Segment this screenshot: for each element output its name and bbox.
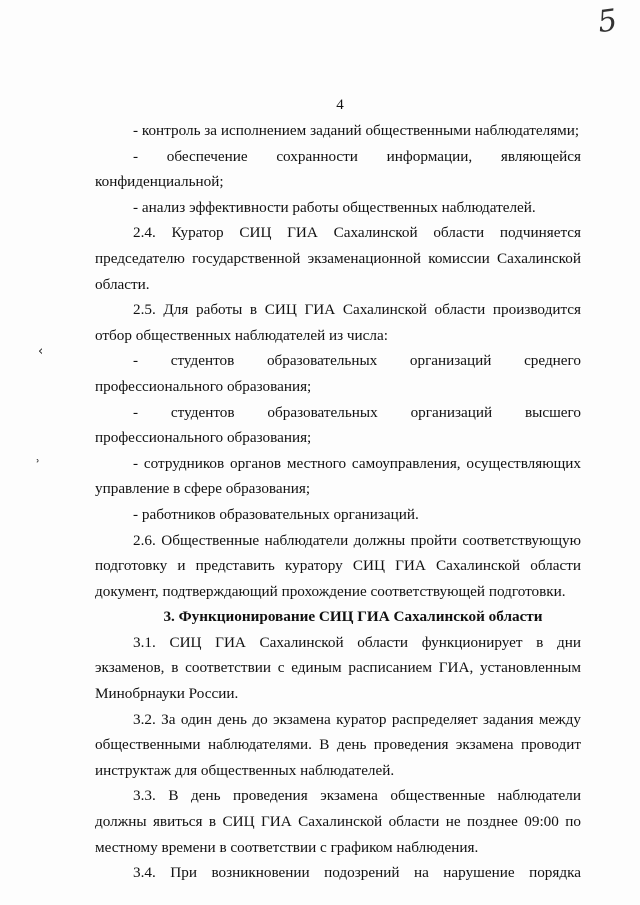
paragraph: 3.2. За один день до экзамена куратор распределяет задания между общественными наблюдателями. В день проведения экзамена проводит инструктаж для общественных наблюдателей. <box>95 710 581 779</box>
document-body <box>95 118 581 886</box>
margin-scan-mark: ˒ <box>36 455 40 470</box>
paragraph: 3.4. При возникновении подозрений на нарушение порядка <box>133 864 581 882</box>
paragraph: 2.6. Общественные наблюдатели должны пройти соответствующую подготовку и представить куратору СИЦ ГИА Сахалинской области документ, подтверждающий прохождение соответствующей подготовки. <box>95 531 581 600</box>
paragraph: 2.5. Для работы в СИЦ ГИА Сахалинской области производится отбор общественных наблюдателей из числа: <box>95 301 581 344</box>
margin-scan-mark: ‹ <box>38 344 44 359</box>
paragraph: 3.1. СИЦ ГИА Сахалинской области функционирует в дни экзаменов, в соответствии с единым расписанием ГИА, установленным Минобрнауки России. <box>95 633 581 703</box>
list-item: - работников образовательных организаций. <box>133 505 419 523</box>
paragraph: 2.4. Куратор СИЦ ГИА Сахалинской области подчиняется председателю государственной экзаменационной комиссии Сахалинской области. <box>95 224 581 293</box>
page-number: 4 <box>336 97 344 113</box>
list-item: - сотрудников органов местного самоуправления, осуществляющих управление в сфере образования; <box>95 454 581 498</box>
list-item: - студентов образовательных организаций среднего профессионального образования; <box>95 352 581 395</box>
paragraph: 3.3. В день проведения экзамена общественные наблюдатели должны явиться в СИЦ ГИА Сахалинской области не позднее 09:00 по местному времени в соответствии с графиком наблюдения. <box>95 787 581 856</box>
handwritten-page-mark: 5 <box>595 2 620 41</box>
list-item: - анализ эффективности работы общественных наблюдателей. <box>133 198 536 216</box>
list-item: - обеспечение сохранности информации, являющейся конфиденциальной; <box>95 147 581 191</box>
section-heading: 3. Функционирование СИЦ ГИА Сахалинской области <box>163 608 543 626</box>
list-item: - студентов образовательных организаций высшего профессионального образования; <box>95 403 581 447</box>
list-item: - контроль за исполнением заданий общественными наблюдателями; <box>133 122 580 139</box>
